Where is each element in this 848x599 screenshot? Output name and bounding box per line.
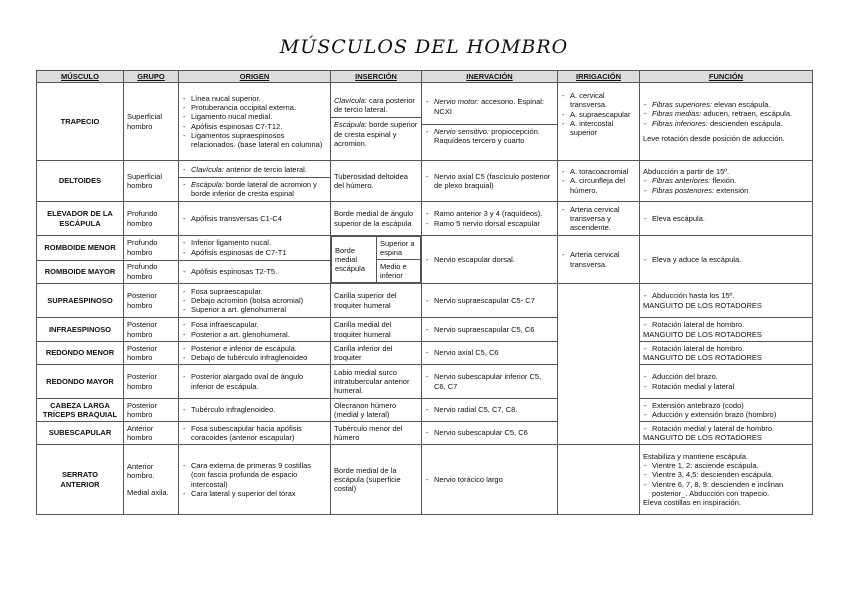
list-item: - Posterior a art. glenohumeral. — [191, 330, 327, 339]
group-cell: Posterior hombro — [124, 318, 179, 342]
insertion-text: borde superior de cresta espinal y acromion. — [334, 120, 418, 148]
origin-label: Clavícula: — [191, 164, 224, 174]
table-row — [37, 422, 813, 445]
list-item: - Aducción y extensión brazo (hombro) — [652, 410, 809, 419]
insertion-cell: Borde medial de ángulo superior de la escápula — [331, 202, 422, 236]
list-item: - Debajo de tubérculo infraglenoideo — [191, 353, 327, 362]
origin-label: Escápula: — [191, 179, 224, 189]
insertion-text: Superior a espina — [377, 237, 421, 260]
origin-cell — [179, 365, 331, 399]
function-note: MANGUITO DE LOS ROTADORES — [643, 353, 762, 362]
list-item: - Arteria cervical transversa. — [570, 250, 636, 269]
list-item: - Rotación medial y lateral — [652, 382, 809, 391]
group-cell: Posterior hombro — [124, 342, 179, 365]
list-item: - Cara externa de primeras 9 costillas (con fascia profunda de espacio intercostal) — [191, 461, 327, 489]
function-cell — [640, 161, 813, 202]
origin-cell — [179, 260, 331, 284]
list-item — [434, 127, 554, 146]
list-item: - Inferior ligamento nucal. — [191, 238, 327, 247]
irrigation-cell — [558, 284, 640, 445]
list-item: - Nervio torácico largo — [434, 475, 554, 484]
group-cell: Profundo hombro — [124, 260, 179, 284]
origin-cell — [179, 284, 331, 318]
origin-cell — [179, 161, 331, 202]
header-musculo: MÚSCULO — [37, 71, 124, 83]
list-item: - Vientre 3, 4,5: descienden escápula. — [652, 470, 809, 479]
group-line: Medial axila. — [127, 488, 169, 498]
function-label: Fibras posteriores: — [652, 185, 715, 195]
origin-cell — [179, 445, 331, 515]
group-cell: Superficial hombro — [124, 83, 179, 161]
list-item — [652, 119, 809, 128]
list-item: - Tubérculo infraglenoideo. — [191, 405, 327, 414]
insertion-cell: Tuberosidad deltoidea del húmero. — [331, 161, 422, 202]
function-cell — [640, 399, 813, 422]
origin-text: anterior de tercio lateral. — [223, 164, 307, 174]
function-cell — [640, 365, 813, 399]
list-item — [652, 186, 809, 195]
origin-cell — [179, 83, 331, 161]
origin-cell — [179, 236, 331, 261]
function-label: Fibras medias: — [652, 109, 702, 119]
list-item: - Posterior e inferior de escápula. — [191, 344, 327, 353]
list-item: - Abducción hasta los 15º. — [652, 291, 809, 300]
innervation-cell — [422, 365, 558, 399]
list-item: - Vientre 1, 2: asciende escápula. — [652, 461, 809, 470]
function-text: flexión. — [710, 176, 737, 186]
list-item: - Rotación medial y lateral de hombro. — [652, 424, 809, 433]
irrigation-cell — [558, 236, 640, 284]
list-item: - Posterior alargado oval de ángulo inferior de escápula. — [191, 372, 327, 391]
list-item: - Ligamento nucal medial. — [191, 112, 327, 121]
function-text: descienden escápula. — [707, 118, 783, 128]
origin-cell — [179, 422, 331, 445]
table-row — [37, 318, 813, 342]
insertion-label: Clavícula: — [334, 95, 367, 105]
list-item: - Superior a art. glenohumeral — [191, 305, 327, 314]
list-item — [434, 97, 554, 116]
innervation-cell — [422, 284, 558, 318]
muscle-name: ROMBOIDE MAYOR — [37, 260, 124, 284]
muscle-name-line: CABEZA LARGA — [50, 400, 110, 410]
list-item: - Vientre 6, 7, 8, 9: descienden e inclinan posterior_. Abducción con trapecio. — [652, 480, 809, 499]
list-item: - A. circunfleja del húmero. — [570, 176, 636, 195]
list-item: - Eleva y aduce la escápula. — [652, 255, 809, 264]
function-note: Abducción a partir de 15º. — [643, 167, 730, 177]
innervation-cell — [422, 202, 558, 236]
function-cell — [640, 284, 813, 318]
list-item: - Apófisis espinosas T2-T5. — [191, 267, 327, 276]
function-note: Eleva costillas en inspiración. — [643, 498, 741, 508]
innervation-text: propiocepción. Raquídeos tercero y cuarto — [434, 127, 540, 146]
list-item: - Nervio subescapular C5, C6 — [434, 428, 554, 437]
list-item — [191, 180, 327, 199]
table-row — [37, 202, 813, 236]
insertion-cell: Labio medial surco intratubercular anterior humeral. — [331, 365, 422, 399]
origin-cell — [179, 318, 331, 342]
table-row — [37, 284, 813, 318]
insertion-cell: Olecranon húmero (medial y lateral) — [331, 399, 422, 422]
header-insercion: INSERCIÓN — [331, 71, 422, 83]
list-item: - Apófisis espinosas C7-T12. — [191, 122, 327, 131]
muscle-name: TRAPECIO — [37, 83, 124, 161]
list-item: - Nervio escapular dorsal. — [434, 255, 554, 264]
function-cell — [640, 236, 813, 284]
group-cell: Profundo hombro — [124, 236, 179, 261]
origin-cell — [179, 342, 331, 365]
table-row — [37, 365, 813, 399]
muscles-table — [36, 70, 813, 515]
list-item — [652, 100, 809, 109]
list-item — [652, 109, 809, 118]
list-item: - A. toracoacromial — [570, 167, 636, 176]
innervation-label: Nervio motor: — [434, 97, 480, 107]
muscle-name: INFRAESPINOSO — [37, 318, 124, 342]
list-item: - Aducción del brazo. — [652, 372, 809, 381]
origin-cell — [179, 399, 331, 422]
function-label: Fibras anteriores: — [652, 176, 711, 186]
function-label: Fibras superiores: — [652, 99, 713, 109]
insertion-text: Medio e inferior — [377, 260, 421, 283]
innervation-cell — [422, 83, 558, 161]
list-item: - A. intercostal superior — [570, 119, 636, 138]
list-item: - Arteria cervical transversa y ascendente. — [570, 205, 636, 233]
function-note: Leve rotación desde posición de aducción. — [643, 133, 785, 143]
innervation-cell — [422, 342, 558, 365]
list-item — [191, 165, 327, 174]
function-note: MANGUITO DE LOS ROTADORES — [643, 329, 762, 339]
list-item: - Apófisis espinosas de C7-T1 — [191, 248, 327, 257]
innervation-cell — [422, 399, 558, 422]
muscle-name-line: SERRATO — [62, 470, 98, 480]
muscle-name-line: ANTERIOR — [60, 479, 100, 489]
insertion-text: cara posterior de tercio lateral. — [334, 95, 415, 115]
muscle-name-line: TRÍCEPS BRAQUIAL — [42, 410, 118, 419]
list-item: - Ramo 5 nervio dorsal escapular — [434, 219, 554, 228]
list-item: - Fosa infraescapular. — [191, 320, 327, 329]
innervation-cell — [422, 236, 558, 284]
list-item: - Rotación lateral de hombro. — [652, 320, 809, 329]
group-cell: Anterior hombro — [124, 422, 179, 445]
group-line: Anterior hombro. — [127, 461, 155, 480]
muscle-name: DELTOIDES — [37, 161, 124, 202]
origin-text: borde lateral de acromion y borde inferior de cresta espinal — [191, 179, 317, 199]
muscle-name: SUBESCAPULAR — [37, 422, 124, 445]
function-label: Fibras inferiores: — [652, 118, 708, 128]
insertion-cell: Carilla medial del troquiter humeral — [331, 318, 422, 342]
insertion-label: Escápula: — [334, 120, 367, 130]
list-item: - Apófisis transversas C1-C4 — [191, 214, 327, 223]
table-header-row — [37, 71, 813, 83]
function-note: MANGUITO DE LOS ROTADORES — [643, 300, 762, 310]
list-item: - A. cervical transversa. — [570, 91, 636, 110]
group-cell — [124, 445, 179, 515]
header-grupo: GRUPO — [124, 71, 179, 83]
list-item: - Nervio subescapular inferior C5, C6, C7 — [434, 372, 554, 391]
irrigation-cell — [558, 83, 640, 161]
table-row — [37, 399, 813, 422]
group-cell: Profundo hombro — [124, 202, 179, 236]
list-item: - Cara lateral y superior del tórax — [191, 489, 327, 498]
group-cell: Posterior hombro — [124, 284, 179, 318]
innervation-cell — [422, 422, 558, 445]
list-item: - Nervio axial C5 (fascículo posterior de plexo braquial) — [434, 172, 554, 191]
function-intro: Estabiliza y mantiene escápula. — [643, 451, 749, 461]
list-item: - Nervio supraescapular C5- C7 — [434, 296, 554, 305]
innervation-cell — [422, 318, 558, 342]
innervation-cell — [422, 161, 558, 202]
group-cell: Superficial hombro — [124, 161, 179, 202]
function-cell — [640, 422, 813, 445]
header-irrigacion: IRRIGACIÓN — [558, 71, 640, 83]
list-item: - Debajo acromion (bolsa acromial) — [191, 296, 327, 305]
header-origen: ORIGEN — [179, 71, 331, 83]
muscle-name: REDONDO MENOR — [37, 342, 124, 365]
insertion-cell: Carilla inferior del troquiter — [331, 342, 422, 365]
function-text: extensión — [714, 185, 749, 195]
page-title: MÚSCULOS DEL HOMBRO — [279, 36, 569, 58]
list-item: - Nervio supraescapular C5, C6 — [434, 325, 554, 334]
function-cell — [640, 202, 813, 236]
list-item: - Nervio axial C5, C6 — [434, 348, 554, 357]
table-row — [37, 236, 813, 261]
muscle-name: SUPRAESPINOSO — [37, 284, 124, 318]
innervation-text: accesorio. Espinal: NCXI — [434, 97, 545, 116]
list-item: - Línea nucal superior. — [191, 94, 327, 103]
function-note: MANGUITO DE LOS ROTADORES — [643, 433, 762, 442]
function-cell — [640, 318, 813, 342]
list-item: - A. supraescapular — [570, 110, 636, 119]
innervation-label: Nervio sensitivo: — [434, 127, 490, 136]
table-row — [37, 83, 813, 161]
muscle-name — [37, 445, 124, 515]
function-text: elevan escápula. — [712, 99, 771, 109]
insertion-text: Borde medial escápula — [332, 237, 377, 283]
header-inervacion: INERVACIÓN — [422, 71, 558, 83]
muscle-name: ROMBOIDE MENOR — [37, 236, 124, 261]
group-cell: Posterior hombro — [124, 399, 179, 422]
function-cell — [640, 83, 813, 161]
table-row — [37, 161, 813, 202]
irrigation-cell — [558, 161, 640, 202]
insertion-cell — [331, 83, 422, 161]
table-row — [37, 445, 813, 515]
function-cell — [640, 445, 813, 515]
function-text: aducen, retraen, escápula. — [701, 109, 793, 119]
list-item: - Ramo anterior 3 y 4 (raquídeos). — [434, 209, 554, 218]
insertion-cell: Borde medial de la escápula (superficie costal) — [331, 445, 422, 515]
list-item: - Rotación lateral de hombro. — [652, 344, 809, 353]
muscle-name: REDONDO MAYOR — [37, 365, 124, 399]
list-item: - Eleva escápula. — [652, 214, 809, 223]
origin-cell — [179, 202, 331, 236]
header-funcion: FUNCIÓN — [640, 71, 813, 83]
list-item: - Ligamentos supraespinosos relacionados. (base lateral en columna) — [191, 131, 327, 150]
list-item: - Nervio radial C5, C7, C8. — [434, 405, 554, 414]
list-item: - Fosa supraescapular. — [191, 287, 327, 296]
irrigation-cell — [558, 445, 640, 515]
muscle-name: ELEVADOR DE LA ESCÁPULA — [37, 202, 124, 236]
list-item: - Extensión antebrazo (codo) — [652, 401, 809, 410]
table-row — [37, 342, 813, 365]
group-cell: Posterior hombro — [124, 365, 179, 399]
insertion-cell — [331, 236, 422, 284]
insertion-cell: Carilla superior del troquiter humeral — [331, 284, 422, 318]
irrigation-cell — [558, 202, 640, 236]
list-item — [652, 176, 809, 185]
list-item: - Protuberancia occipital externa. — [191, 103, 327, 112]
innervation-cell — [422, 445, 558, 515]
insertion-cell: Tubérculo menor del húmero — [331, 422, 422, 445]
list-item: - Fosa subescapular hacia apófisis coracoides (anterior escapular) — [191, 424, 327, 443]
function-cell — [640, 342, 813, 365]
muscle-name — [37, 399, 124, 422]
